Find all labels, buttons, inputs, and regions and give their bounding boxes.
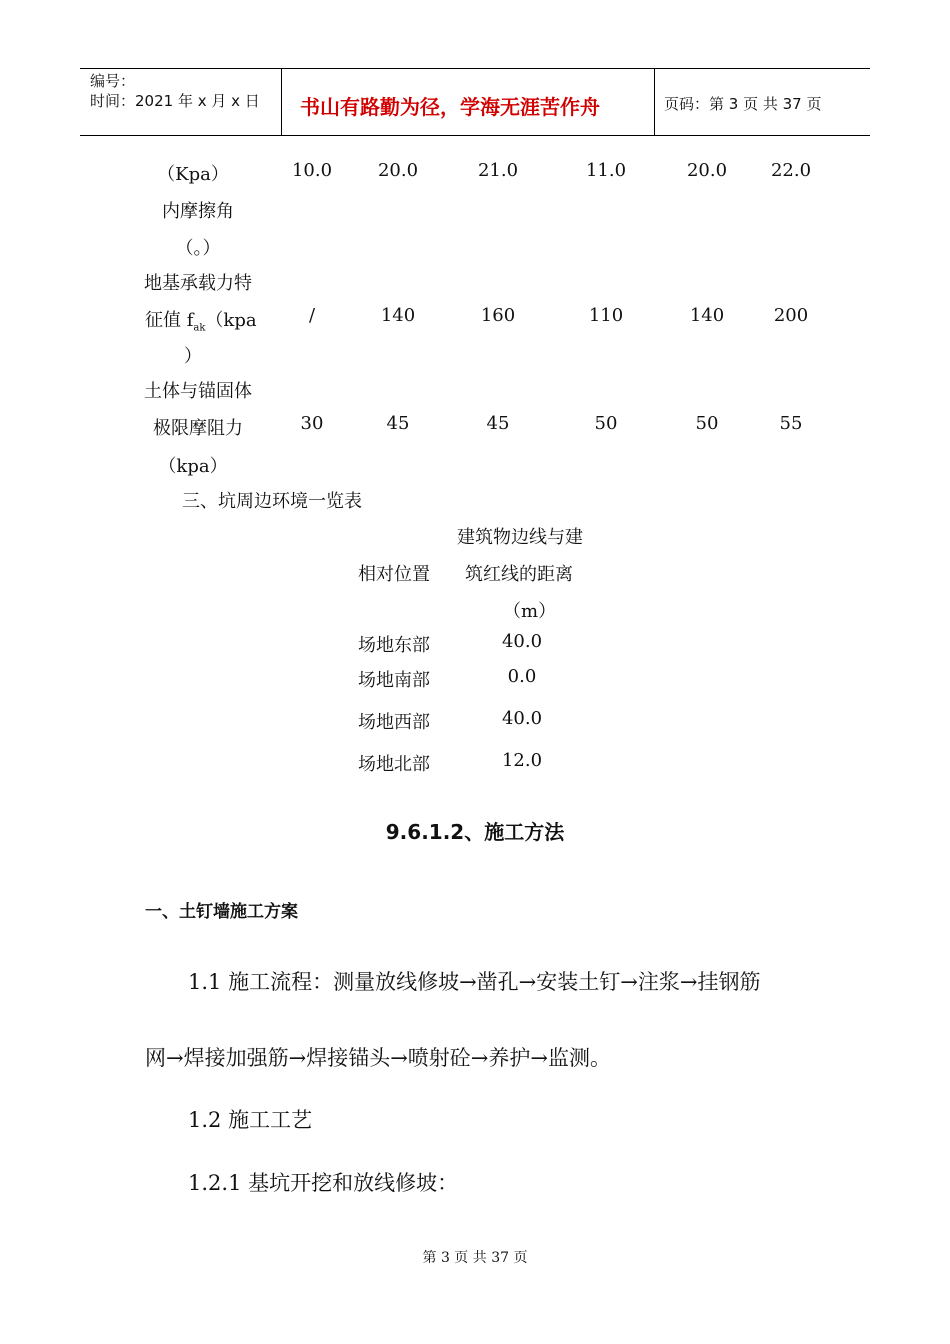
section-heading: 9.6.1.2、施工方法 bbox=[385, 820, 565, 844]
header-top-rule bbox=[80, 68, 870, 69]
paragraph-technique: 1.2 施工工艺 bbox=[188, 1108, 313, 1132]
table-cell: 30 bbox=[300, 413, 324, 434]
sub-heading: 一、土钉墙施工方案 bbox=[145, 902, 298, 922]
env-distance: 40.0 bbox=[501, 708, 543, 729]
table-cell: 140 bbox=[380, 305, 416, 326]
table-cell: 20.0 bbox=[686, 160, 728, 181]
table-cell: 11.0 bbox=[585, 160, 627, 181]
header-divider-right bbox=[654, 68, 655, 136]
paragraph-process-line2: 网→焊接加强筋→焊接锚头→喷射砼→养护→监测。 bbox=[145, 1046, 611, 1070]
header-divider-left bbox=[281, 68, 282, 136]
bearing-unit: （kpa bbox=[205, 310, 257, 331]
env-position: 场地西部 bbox=[358, 712, 430, 733]
row-label-kpa: （Kpa） bbox=[157, 164, 229, 185]
env-position: 场地北部 bbox=[358, 754, 430, 775]
row-label-bearing-1: 地基承载力特 bbox=[144, 273, 252, 294]
table-cell: 45 bbox=[386, 413, 410, 434]
row-label-friction-resistance-1: 土体与锚固体 bbox=[144, 381, 252, 402]
page-footer: 第 3 页 共 37 页 bbox=[422, 1250, 528, 1266]
env-distance: 0.0 bbox=[507, 666, 537, 687]
table-cell: 160 bbox=[480, 305, 516, 326]
page-info: 页码：第 3 页 共 37 页 bbox=[664, 95, 822, 113]
table-cell: 140 bbox=[689, 305, 725, 326]
env-distance: 12.0 bbox=[501, 750, 543, 771]
paragraph-process-line1: 1.1 施工流程：测量放线修坡→凿孔→安装土钉→注浆→挂钢筋 bbox=[188, 970, 761, 994]
table-cell: 22.0 bbox=[770, 160, 812, 181]
table-cell: 20.0 bbox=[377, 160, 419, 181]
table-cell: 50 bbox=[594, 413, 618, 434]
header-motto: 书山有路勤为径，学海无涯苦作舟 bbox=[300, 95, 600, 119]
table-cell: 45 bbox=[486, 413, 510, 434]
table-cell: 110 bbox=[588, 305, 624, 326]
table-cell: 21.0 bbox=[477, 160, 519, 181]
table-cell: 10.0 bbox=[291, 160, 333, 181]
section-three-title: 三、坑周边环境一览表 bbox=[182, 491, 362, 512]
env-col2-header-1: 建筑物边线与建 bbox=[457, 527, 583, 548]
row-label-bearing-2 bbox=[145, 306, 257, 334]
row-label-bearing-3: ） bbox=[184, 346, 202, 367]
table-cell: 55 bbox=[779, 413, 803, 434]
header-bottom-rule bbox=[80, 135, 870, 136]
bearing-subscript: ak bbox=[193, 322, 206, 334]
env-col2-header-3: （m） bbox=[503, 601, 557, 622]
env-distance: 40.0 bbox=[501, 631, 543, 652]
table-cell: 200 bbox=[773, 305, 809, 326]
row-label-friction-resistance-3: （kpa） bbox=[158, 456, 228, 477]
row-label-friction-angle: 内摩擦角 bbox=[162, 201, 234, 222]
bearing-symbol: 征值 f bbox=[145, 310, 194, 331]
env-col2-header-2: 筑红线的距离 bbox=[465, 564, 573, 585]
serial-label: 编号： bbox=[90, 72, 136, 90]
table-cell: 50 bbox=[695, 413, 719, 434]
env-position: 场地东部 bbox=[358, 635, 430, 656]
time-label: 时间：2021 年 x 月 x 日 bbox=[90, 92, 260, 110]
env-position: 场地南部 bbox=[358, 670, 430, 691]
paragraph-excavation: 1.2.1 基坑开挖和放线修坡： bbox=[188, 1171, 459, 1195]
row-label-friction-unit: （。） bbox=[175, 238, 221, 259]
table-cell: / bbox=[308, 305, 316, 326]
row-label-friction-resistance-2: 极限摩阻力 bbox=[153, 418, 243, 439]
env-col1-header: 相对位置 bbox=[358, 564, 430, 585]
